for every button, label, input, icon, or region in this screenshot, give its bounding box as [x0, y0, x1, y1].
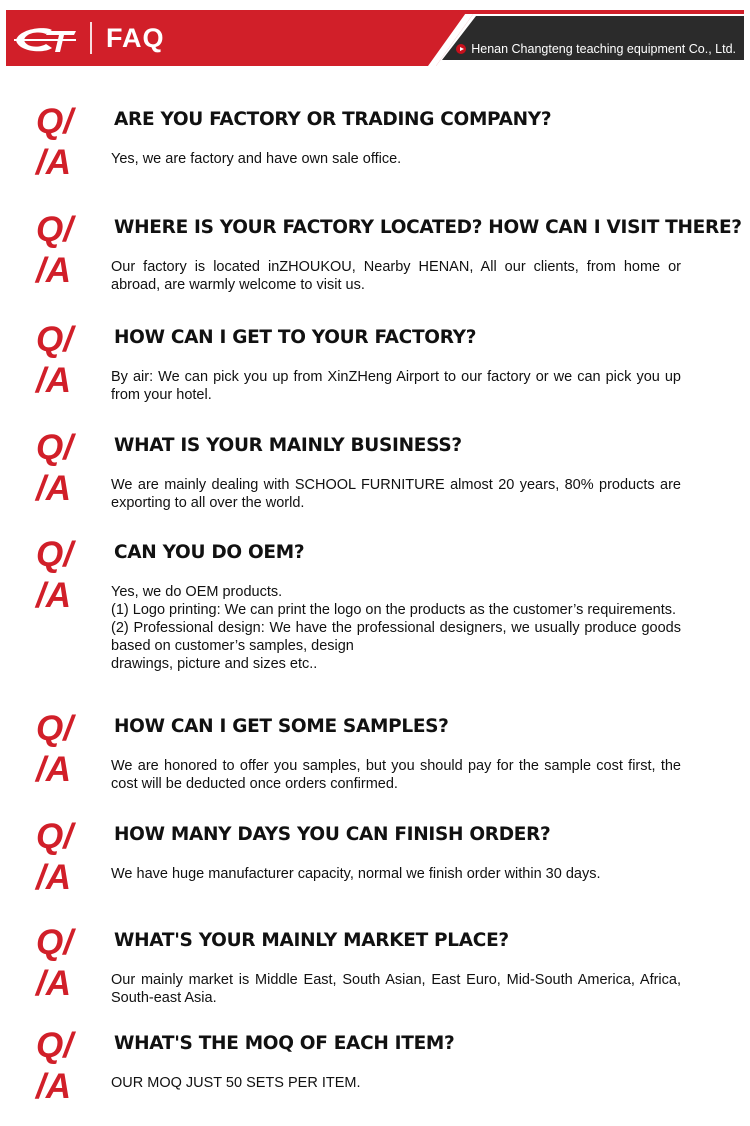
answer-line: Yes, we do OEM products.	[111, 584, 283, 600]
answer-line: (1) Logo printing: We can print the logo on the products as the customer’s requirements.	[111, 602, 677, 618]
page-title: FAQ	[106, 23, 165, 53]
answer-text	[111, 1074, 681, 1092]
play-bullet-icon	[456, 44, 466, 54]
question-text: WHAT IS YOUR MAINLY BUSINESS?	[114, 435, 462, 456]
answer-mark-label: /A	[36, 858, 71, 897]
answer-line: We are honored to offer you samples, but you should pay for the sample cost first, the cost will be deducted once orders confirmed.	[111, 758, 681, 792]
answer-mark-label: /A	[36, 469, 71, 508]
question-text: WHAT'S YOUR MAINLY MARKET PLACE?	[114, 930, 509, 951]
answer-mark-label: /A	[36, 251, 71, 290]
question-text: HOW CAN I GET TO YOUR FACTORY?	[114, 327, 477, 348]
answer-text	[111, 476, 681, 512]
answer-line: drawings, picture and sizes etc..	[111, 656, 318, 672]
answer-mark-label: /A	[36, 576, 71, 615]
header-banner	[6, 10, 744, 66]
question-mark-label: Q/	[36, 102, 73, 141]
question-mark-label: Q/	[36, 709, 73, 748]
answer-line: Our mainly market is Middle East, South Asian, East Euro, Mid-South America, Africa, South-east Asia.	[111, 972, 681, 1006]
answer-line: By air: We can pick you up from XinZHeng Airport to our factory or we can pick you up from your hotel.	[111, 369, 681, 403]
question-text: HOW CAN I GET SOME SAMPLES?	[114, 716, 449, 737]
answer-line: (2) Professional design: We have the professional designers, we usually produce goods based on customer’s samples, design	[111, 620, 681, 654]
question-text: ARE YOU FACTORY OR TRADING COMPANY?	[114, 109, 552, 130]
question-text: WHERE IS YOUR FACTORY LOCATED? HOW CAN I VISIT THERE?	[114, 217, 742, 238]
question-mark-label: Q/	[36, 320, 73, 359]
answer-mark-label: /A	[36, 750, 71, 789]
question-mark-label: Q/	[36, 535, 73, 574]
answer-mark-label: /A	[36, 361, 71, 400]
answer-text	[111, 865, 681, 883]
answer-mark-label: /A	[36, 1067, 71, 1106]
answer-text	[111, 150, 681, 168]
answer-line: We have huge manufacturer capacity, normal we finish order within 30 days.	[111, 866, 601, 882]
answer-line: We are mainly dealing with SCHOOL FURNITURE almost 20 years, 80% products are exporting to all over the world.	[111, 477, 681, 511]
answer-text	[111, 368, 681, 404]
answer-text	[111, 971, 681, 1007]
question-mark-label: Q/	[36, 817, 73, 856]
company-name-text: Henan Changteng teaching equipment Co., Ltd.	[471, 42, 736, 56]
question-text: HOW MANY DAYS YOU CAN FINISH ORDER?	[114, 824, 551, 845]
question-mark-label: Q/	[36, 1026, 73, 1065]
question-text: WHAT'S THE MOQ OF EACH ITEM?	[114, 1033, 455, 1054]
question-mark-label: Q/	[36, 923, 73, 962]
question-mark-label: Q/	[36, 210, 73, 249]
answer-text	[111, 757, 681, 793]
answer-text	[111, 258, 681, 294]
answer-text	[111, 583, 681, 673]
question-mark-label: Q/	[36, 428, 73, 467]
company-name	[456, 42, 736, 56]
answer-line: OUR MOQ JUST 50 SETS PER ITEM.	[111, 1075, 361, 1091]
question-text: CAN YOU DO OEM?	[114, 542, 305, 563]
answer-mark-label: /A	[36, 964, 71, 1003]
answer-line: Our factory is located inZHOUKOU, Nearby HENAN, All our clients, from home or abroad, are warmly welcome to visit us.	[111, 259, 681, 293]
answer-line: Yes, we are factory and have own sale office.	[111, 151, 402, 167]
answer-mark-label: /A	[36, 143, 71, 182]
